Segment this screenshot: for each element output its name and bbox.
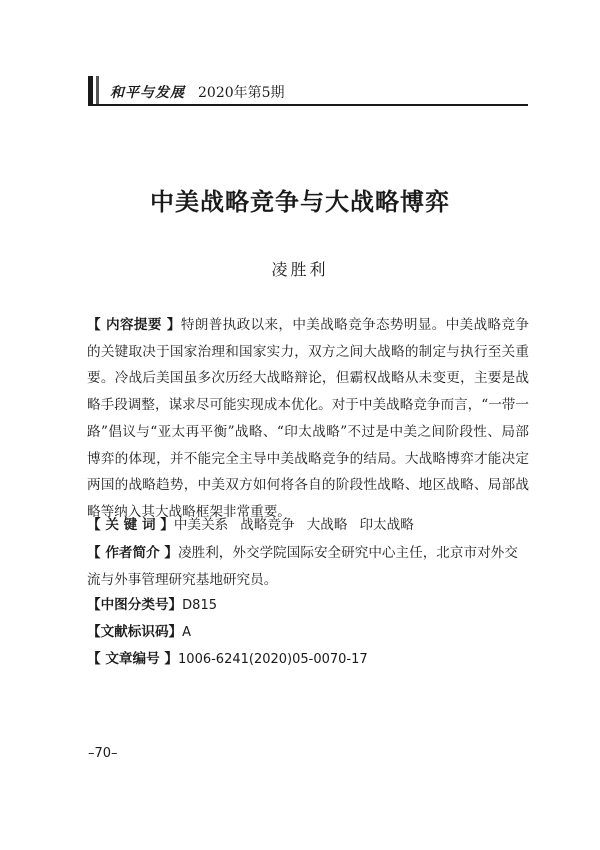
classification-label: 【中图分类号】 xyxy=(87,597,183,613)
article-title: 中美战略竞争与大战略博弈 xyxy=(150,188,450,216)
running-header xyxy=(88,76,528,106)
abstract-block xyxy=(87,312,529,526)
doc-code-label: 【文献标识码】 xyxy=(87,624,183,640)
article-number-label: 【 文章编号 】 xyxy=(87,651,179,667)
keywords-row xyxy=(87,512,529,539)
header-bar-thin xyxy=(96,76,99,104)
header-bar-thick xyxy=(88,76,93,104)
abstract-label: 【 内容提要 】 xyxy=(87,317,181,333)
classification-value: D815 xyxy=(182,598,217,613)
keyword: 中美关系 xyxy=(173,517,229,533)
issue-label: 2020年第5期 xyxy=(198,85,285,101)
doc-code-row xyxy=(87,619,529,647)
article-number-value: 1006-6241(2020)05-0070-17 xyxy=(178,652,368,667)
header-rule xyxy=(88,104,528,106)
doc-code-value: A xyxy=(182,625,192,640)
author-name: 凌胜利 xyxy=(271,260,329,279)
classification-row xyxy=(87,592,529,620)
bio-label: 【 作者简介 】 xyxy=(87,545,179,561)
page-number: –70– xyxy=(88,746,118,761)
abstract-text: 特朗普执政以来，中美战略竞争态势明显。中美战略竞争的关键取决于国家治理和国家实力，双方之间大战略的制定与执行至关重要。冷战后美国虽多次历经大战略辩论，但霸权战略从未变更，主要是战略手段调整，谋求尽可能实现成本优化。对于中美战略竞争而言，“一带一路”倡议与“亚太再平衡”战略、“印太战略”不过是中美之间阶段性、局部博弈的体现，并不能完全主导中美战略竞争的结局。大战略博弈才能决定两国的战略趋势，中美双方如何将各自的阶段性战略、地区战略、局部战略等纳入其大战略框架非常重要。 xyxy=(87,317,529,520)
bio-text: 凌胜利，外交学院国际安全研究中心主任，北京市对外交流与外事管理研究基地研究员。 xyxy=(87,545,518,588)
author-bio-row xyxy=(87,540,529,593)
keyword: 印太战略 xyxy=(359,517,414,533)
keyword: 战略竞争 xyxy=(240,517,295,533)
keywords-label: 【 关 键 词 】 xyxy=(87,517,174,533)
article-number-row xyxy=(87,646,529,674)
keyword: 大战略 xyxy=(306,517,348,533)
journal-name: 和平与发展 xyxy=(110,85,185,101)
